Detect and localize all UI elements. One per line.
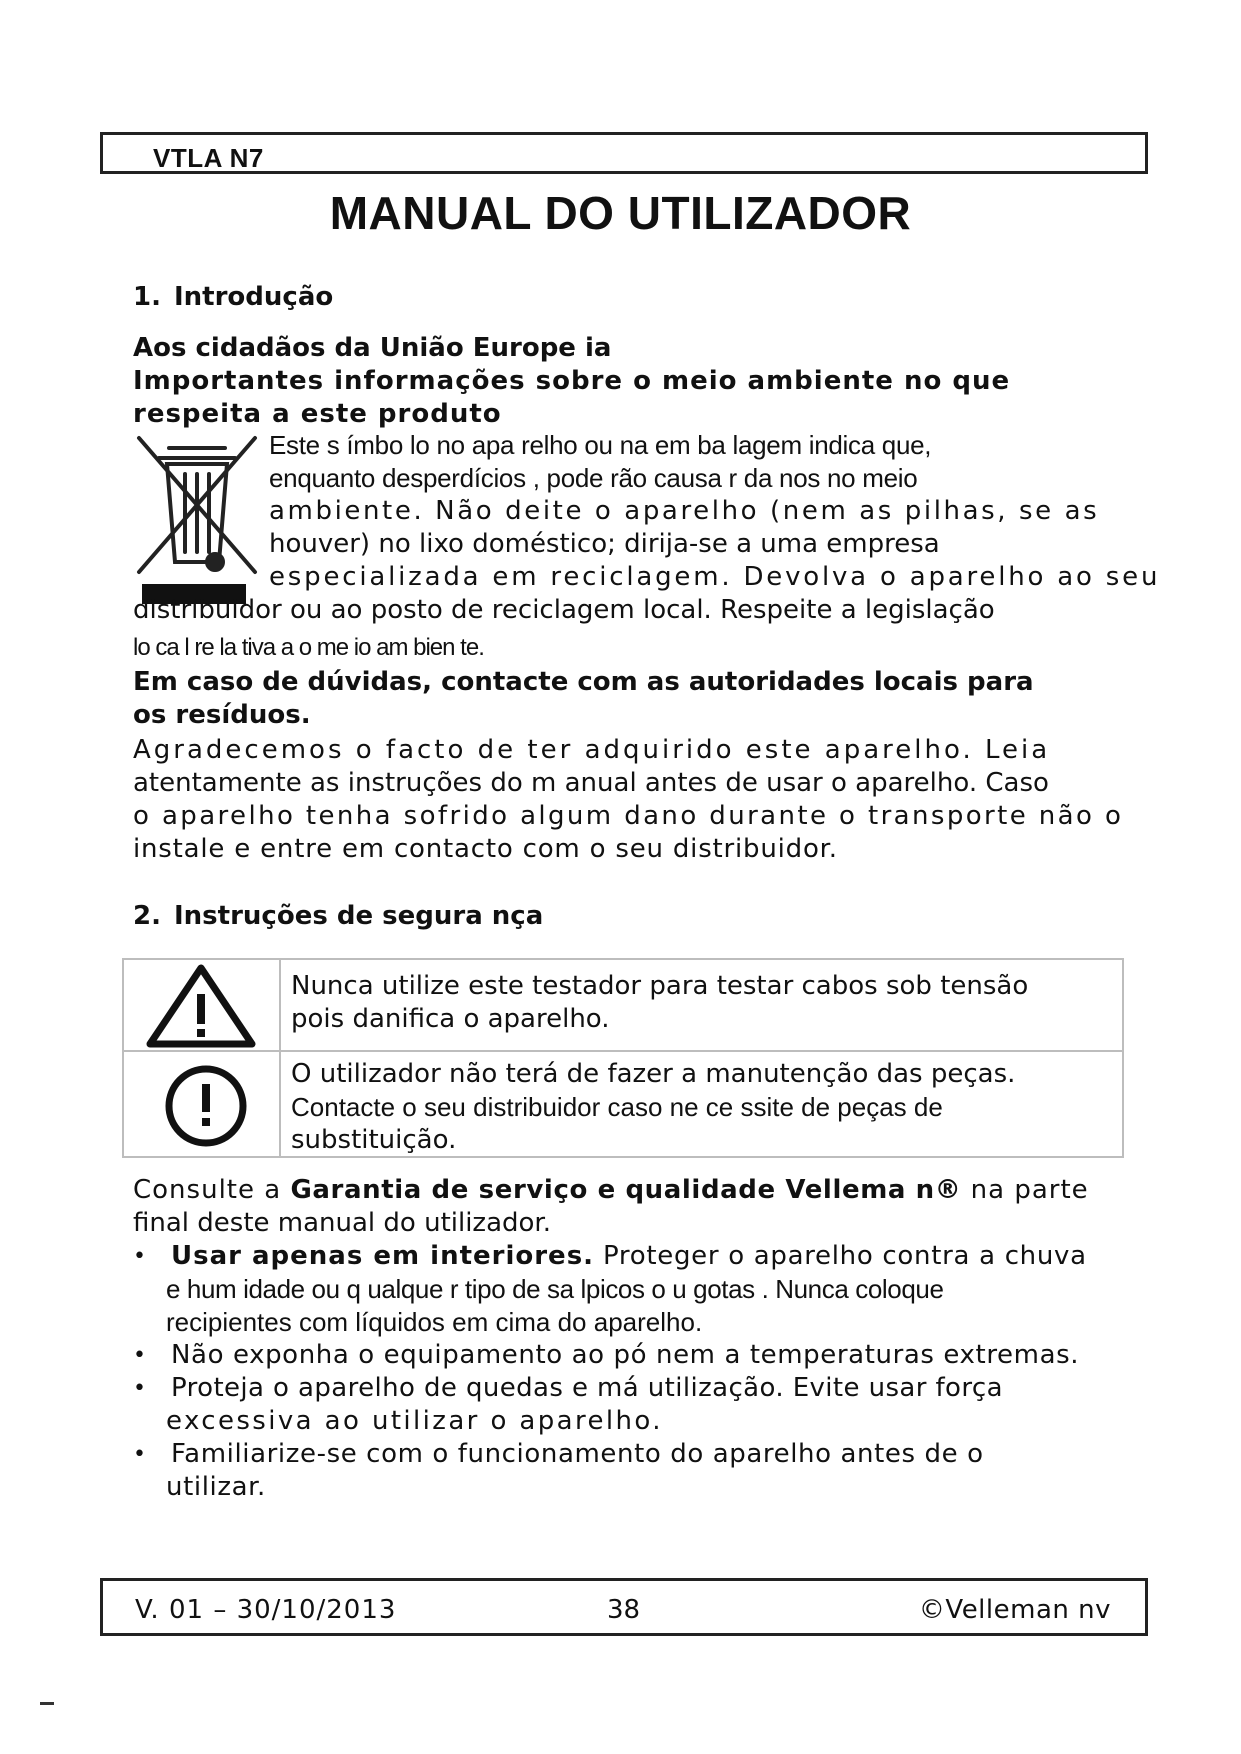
table-divider-vertical xyxy=(279,960,281,1156)
page-title: MANUAL DO UTILIZADOR xyxy=(329,187,912,239)
warranty-suffix: na parte xyxy=(961,1175,1089,1205)
page-mark xyxy=(40,1702,54,1705)
model-label: VTLA N7 xyxy=(153,143,264,173)
bullet-1-line-3: recipientes com líquidos em cima do aparelho. xyxy=(166,1307,703,1337)
eu-title: Aos cidadãos da União Europe ia xyxy=(133,333,612,363)
warning-text-line-1: Nunca utilize este testador para testar cabos sob tensão xyxy=(291,971,1029,1001)
exclamation-circle-icon xyxy=(124,1054,279,1156)
version-label: V. 01 – 30/10/2013 xyxy=(135,1595,397,1625)
bullet-3-line-1: Proteja o aparelho de quedas e má utilização. Evite usar força xyxy=(171,1373,1003,1403)
intro-line-5: especializada em reciclagem. Devolva o aparelho ao seu xyxy=(269,562,1161,592)
section-1-number: 1. xyxy=(133,282,161,312)
intro-line-6: distribuidor ou ao posto de reciclagem local. Respeite a legislação xyxy=(133,595,995,625)
warranty-line-1 xyxy=(133,1175,1089,1205)
maintenance-text-line-3: substituição. xyxy=(291,1125,457,1155)
warning-text xyxy=(291,970,1028,1036)
footer-box xyxy=(100,1578,1148,1636)
env-title-line-2: respeita a este produto xyxy=(133,399,502,429)
crossed-bin-icon xyxy=(133,434,261,606)
bullet-glyph-4: • xyxy=(133,1442,146,1467)
maintenance-text-line-2: Contacte o seu distribuidor caso ne ce ssite de peças de xyxy=(291,1092,943,1122)
warranty-prefix: Consulte a xyxy=(133,1175,291,1205)
doubt-line-1: Em caso de dúvidas, contacte com as autoridades locais para xyxy=(133,667,1034,697)
bullet-4-line-2: utilizar. xyxy=(166,1472,266,1502)
thanks-line-3: o aparelho tenha sofrido algum dano durante o transporte não o xyxy=(133,801,1124,831)
intro-line-7: lo ca l re la tiva a o me io am bien te. xyxy=(133,634,484,661)
section-2-number: 2. xyxy=(133,901,161,931)
env-title-line-1: Importantes informações sobre o meio ambiente no que xyxy=(133,366,1011,396)
bullet-1-line-2: e hum idade ou q ualque r tipo de sa lpicos o u gotas . Nunca coloque xyxy=(166,1274,944,1304)
intro-line-2: enquanto desperdícios , pode rão causa r da nos no meio xyxy=(269,463,918,493)
bullet-1-line-1 xyxy=(171,1241,1087,1271)
section-1-heading xyxy=(133,282,333,312)
intro-line-1: Este s ímbo lo no apa relho ou na em ba lagem indica que, xyxy=(269,430,932,460)
header-box xyxy=(100,132,1148,174)
doubt-line-2: os resíduos. xyxy=(133,700,311,730)
maintenance-text-line-1: O utilizador não terá de fazer a manutenção das peças. xyxy=(291,1059,1016,1089)
bullet-glyph-2: • xyxy=(133,1343,146,1368)
bullet-1-rest: Proteger o aparelho contra a chuva xyxy=(594,1241,1087,1271)
warning-triangle-icon xyxy=(124,964,279,1048)
warranty-highlight: Garantia de serviço e qualidade Vellema n® xyxy=(290,1175,962,1205)
warning-text-line-2: pois danifica o aparelho. xyxy=(291,1004,610,1034)
intro-line-4: houver) no lixo doméstico; dirija-se a uma empresa xyxy=(269,529,940,559)
bullet-3-line-2: excessiva ao utilizar o aparelho. xyxy=(166,1406,663,1436)
intro-line-3: ambiente. Não deite o aparelho (nem as pilhas, se as xyxy=(269,496,1100,526)
section-2-heading xyxy=(133,901,543,931)
section-2-title: Instruções de segura nça xyxy=(174,901,544,931)
thanks-line-4: instale e entre em contacto com o seu distribuidor. xyxy=(133,834,838,864)
table-divider-horizontal xyxy=(124,1050,1122,1052)
copyright-label: ©Velleman nv xyxy=(918,1595,1111,1625)
bullet-glyph-1: • xyxy=(133,1244,146,1269)
maintenance-text xyxy=(291,1058,1015,1157)
thanks-line-2: atentamente as instruções do m anual antes de usar o aparelho. Caso xyxy=(133,768,1049,798)
bullet-glyph-3: • xyxy=(133,1376,146,1401)
page-number: 38 xyxy=(607,1595,641,1625)
thanks-line-1: Agradecemos o facto de ter adquirido este aparelho. Leia xyxy=(133,735,1051,765)
bullet-1-bold: Usar apenas em interiores. xyxy=(171,1241,595,1271)
bullet-2-line-1: Não exponha o equipamento ao pó nem a temperaturas extremas. xyxy=(171,1340,1080,1370)
warranty-line-2: final deste manual do utilizador. xyxy=(133,1208,551,1238)
bullet-4-line-1: Familiarize-se com o funcionamento do aparelho antes de o xyxy=(171,1439,984,1469)
section-1-title: Introdução xyxy=(174,282,334,312)
safety-table xyxy=(122,958,1124,1158)
